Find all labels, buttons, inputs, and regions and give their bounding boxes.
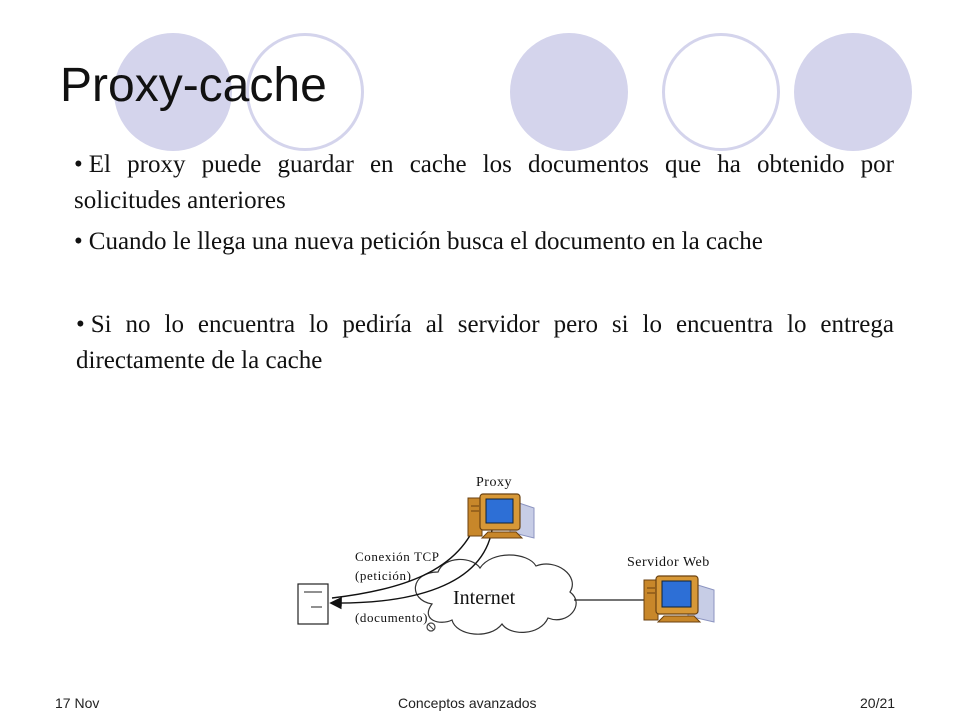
footer-page-number: 20/21: [860, 695, 896, 711]
connector-icon: [427, 623, 435, 631]
server-label: Servidor Web: [627, 555, 710, 570]
request-label: (petición): [355, 568, 412, 583]
internet-label: Internet: [453, 587, 516, 609]
tcp-connection-label: Conexión TCP: [355, 549, 440, 564]
client-computer-icon: [298, 584, 328, 624]
bullet-marker: •: [74, 228, 83, 255]
server-computer-icon: [644, 576, 714, 622]
document-label: (documento): [355, 610, 429, 625]
slide-title: Proxy-cache: [60, 59, 327, 112]
bullet-marker: •: [76, 311, 85, 338]
bullet-text: El proxy puede guardar en cache los documentos que ha obtenido por solicitudes anteriores: [74, 151, 894, 214]
proxy-label: Proxy: [476, 475, 512, 490]
bullet-marker: •: [74, 151, 83, 178]
footer-date: 17 Nov: [55, 695, 100, 711]
footer-topic: Conceptos avanzados: [398, 695, 537, 711]
bullet-text: Cuando le llega una nueva petición busca el documento en la cache: [88, 228, 763, 255]
bullet-text: Si no lo encuentra lo pediría al servidor pero si lo encuentra lo entrega directamente de la cache: [76, 311, 894, 374]
proxy-computer-icon: [468, 494, 534, 538]
